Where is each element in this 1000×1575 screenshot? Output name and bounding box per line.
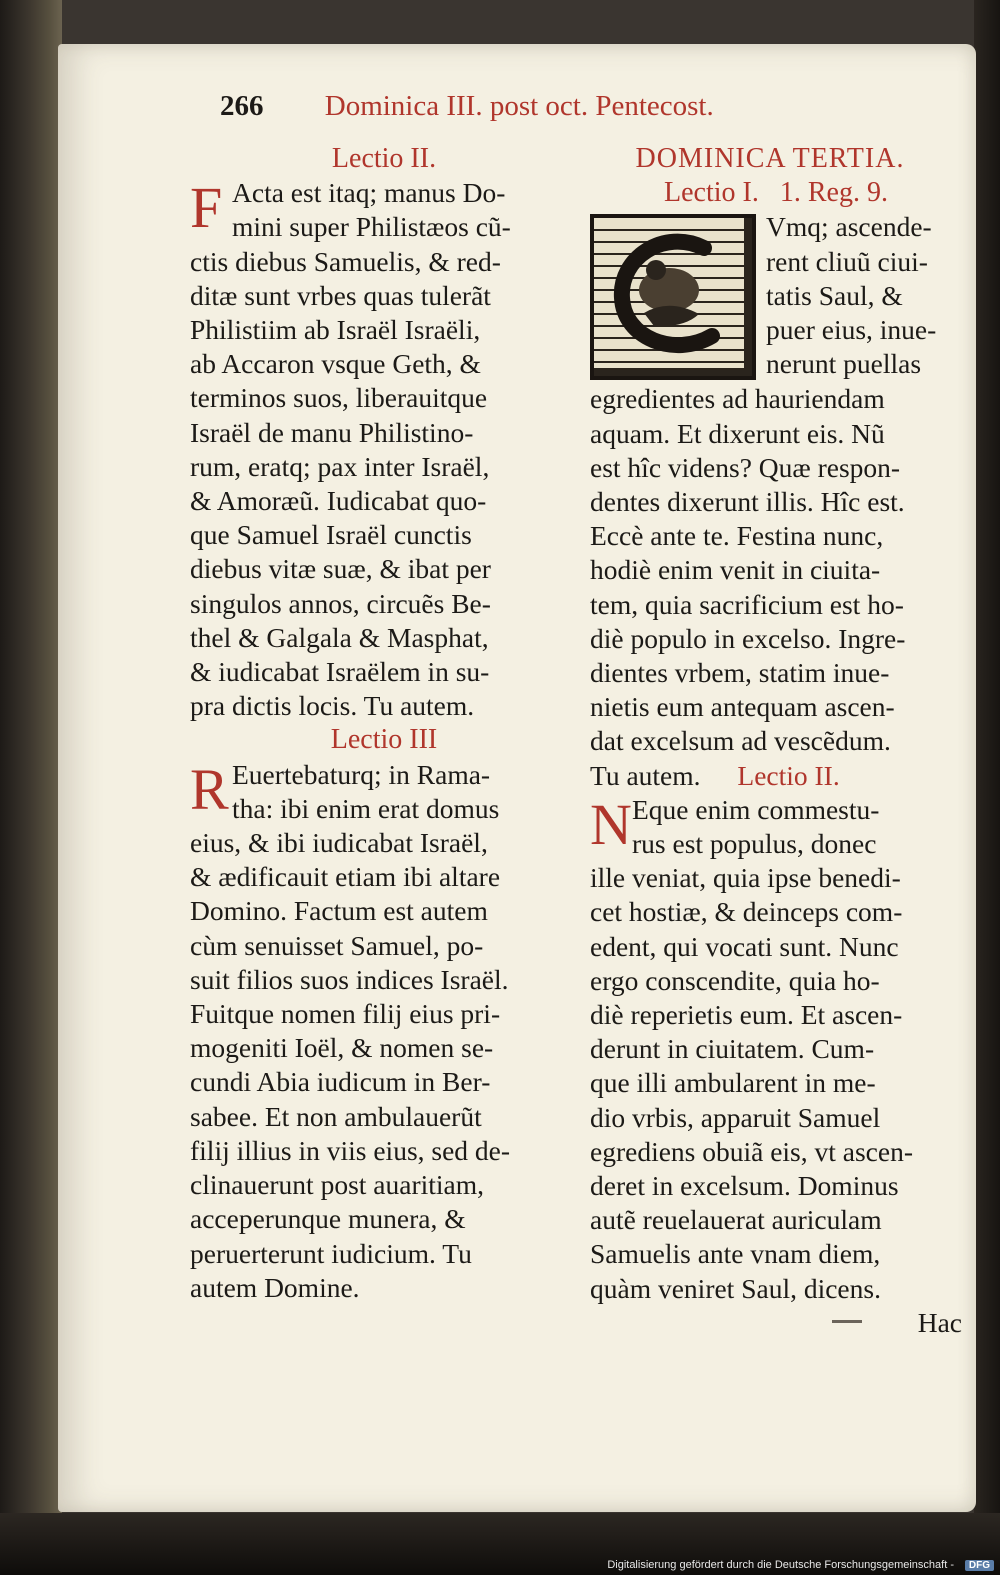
text-line: pra dictis locis. Tu autem. <box>190 690 475 722</box>
text-block <box>590 793 962 861</box>
text-line: tha: ibi enim erat domus <box>232 792 500 824</box>
text-line: acceperunque munera, & <box>190 1203 466 1235</box>
text-line: puer eius, inue- <box>766 314 937 346</box>
section-title: DOMINICA TERTIA. <box>635 143 905 174</box>
text-line: thel & Galgala & Masphat, <box>190 621 489 653</box>
catchword: Hac <box>917 1306 962 1338</box>
scripture-reference: 1. Reg. 9. <box>779 177 888 209</box>
text-line: dat excelsum ad vescẽdum. <box>590 725 891 757</box>
text-line: ille veniat, quia ipse benedi- <box>590 862 901 894</box>
text-line: Israël de manu Philistino- <box>190 416 474 448</box>
text-line: mini super Philistæos cũ- <box>232 211 511 243</box>
woodcut-initial <box>590 214 756 380</box>
text-line: terminos suos, liberauitque <box>190 382 488 414</box>
text-line: derunt in ciuitatem. Cum- <box>590 1033 875 1065</box>
text-line: que Samuel Israël cunctis <box>190 519 472 551</box>
text-line: cundi Abia iudicum in Ber- <box>190 1066 491 1098</box>
lectio-paragraph <box>190 176 578 723</box>
right-column <box>590 142 962 1340</box>
text-line: & ædificauit etiam ibi altare <box>190 861 501 893</box>
text-line: filij illius in viis eius, sed de- <box>190 1134 511 1166</box>
text-line: diebus vitæ suæ, & ibat per <box>190 553 491 585</box>
text-line: dientes vrbem, statim inue- <box>590 657 890 689</box>
text-line: diè reperietis eum. Et ascen- <box>590 999 903 1031</box>
text-line: Eccè ante te. Festina nunc, <box>590 520 884 552</box>
text-line: que illi ambularent in me- <box>590 1067 876 1099</box>
text-line: tatis Saul, & <box>766 279 903 311</box>
text-line: Acta est itaq; manus Do- <box>232 177 506 209</box>
text-line: egredientes ad hauriendam <box>590 383 885 415</box>
text-line: diè populo in excelso. Ingre- <box>590 622 906 654</box>
text-line: est hîc videns? Quæ respon- <box>590 451 901 483</box>
text-line: rent cliuũ ciui- <box>766 245 928 277</box>
dfg-logo: DFG <box>965 1560 994 1571</box>
text-line: & Amoræũ. Iudicabat quo- <box>190 485 487 517</box>
lectio-heading: Lectio II. <box>331 143 437 174</box>
text-line: peruerterunt iudicium. Tu <box>190 1237 472 1269</box>
book-edge-right <box>974 0 1000 1575</box>
text-block <box>590 382 962 758</box>
text-line: egrediens obuiã eis, vt ascen- <box>590 1135 914 1167</box>
left-column <box>190 142 578 1305</box>
drop-cap: F <box>190 175 223 241</box>
running-head <box>220 90 980 123</box>
woodcut-illustration <box>594 218 744 368</box>
text-line: Philistiim ab Israël Israëli, <box>190 314 481 346</box>
tu-autem-line <box>590 759 962 793</box>
text-line: nietis eum antequam ascen- <box>590 691 895 723</box>
text-line: dio vrbis, apparuit Samuel <box>590 1101 881 1133</box>
text-line: Samuelis ante vnam diem, <box>590 1238 881 1270</box>
text-line: sabee. Et non ambulauerũt <box>190 1100 482 1132</box>
drop-cap: R <box>190 756 229 822</box>
running-title: Dominica III. post oct. Pentecost. <box>324 90 714 122</box>
text-line: clinauerunt post auaritiam, <box>190 1169 485 1201</box>
text-line: dentes dixerunt illis. Hîc est. <box>590 486 905 518</box>
text-line: Domino. Factum est autem <box>190 895 488 927</box>
text-line: Vmq; ascende- <box>766 211 932 243</box>
text-line: edent, qui vocati sunt. Nunc <box>590 930 899 962</box>
text-line: ditæ sunt vrbes quas tulerãt <box>190 279 491 311</box>
lectio-heading: Lectio III <box>330 724 438 756</box>
text-line: autẽ reuelauerat auriculam <box>590 1204 882 1236</box>
text-line: eius, & ibi iudicabat Israël, <box>190 827 488 859</box>
text-line: ctis diebus Samuelis, & red- <box>190 245 501 277</box>
text-line: suit filios suos indices Israël. <box>190 963 509 995</box>
text-line: cet hostiæ, & deinceps com- <box>590 896 903 928</box>
lectio-heading: Lectio II. <box>737 759 840 791</box>
text-line: hodiè enim venit in ciuita- <box>590 554 881 586</box>
text-line: cùm senuisset Samuel, po- <box>190 929 484 961</box>
text-line: rum, eratq; pax inter Israël, <box>190 450 490 482</box>
text-line: tem, quia sacrificium est ho- <box>590 588 904 620</box>
lectio-paragraph <box>190 758 578 1305</box>
text-line: autem Domine. <box>190 1271 360 1303</box>
text-line: nerunt puellas <box>766 348 922 380</box>
lectio-paragraph <box>590 793 962 1340</box>
scan-bottom-band <box>0 1513 1000 1575</box>
text-line: Fuitque nomen filij eius pri- <box>190 998 501 1030</box>
text-line: deret in excelsum. Dominus <box>590 1170 899 1202</box>
text-line: ab Accaron vsque Geth, & <box>190 348 481 380</box>
footer-credit: Digitalisierung gefördert durch die Deutsche Forschungsgemeinschaft - <box>607 1559 954 1571</box>
book-edge-left <box>0 0 62 1575</box>
lectio-heading-line <box>590 176 962 210</box>
text-line: mogeniti Ioël, & nomen se- <box>190 1032 494 1064</box>
text-line: ergo conscendite, quia ho- <box>590 964 880 996</box>
text-line: Euertebaturq; in Rama- <box>232 758 491 790</box>
text-line: Eque enim commestu- <box>632 793 880 825</box>
page-number: 266 <box>220 90 264 122</box>
tu-autem: Tu autem. <box>590 759 701 791</box>
text-block <box>190 758 578 1305</box>
text-line: quàm veniret Saul, dicens. <box>590 1272 881 1304</box>
text-block <box>190 176 578 723</box>
text-block <box>590 861 962 1306</box>
drop-cap: N <box>590 791 632 857</box>
text-line: aquam. Et dixerunt eis. Nũ <box>590 417 885 449</box>
text-line: rus est populus, donec <box>632 828 877 860</box>
ink-mark <box>832 1320 862 1323</box>
lectio-paragraph <box>590 210 962 792</box>
text-line: singulos annos, circuẽs Be- <box>190 587 491 619</box>
lectio-heading: Lectio I. <box>664 177 759 209</box>
text-line: & iudicabat Israëlem in su- <box>190 656 490 688</box>
